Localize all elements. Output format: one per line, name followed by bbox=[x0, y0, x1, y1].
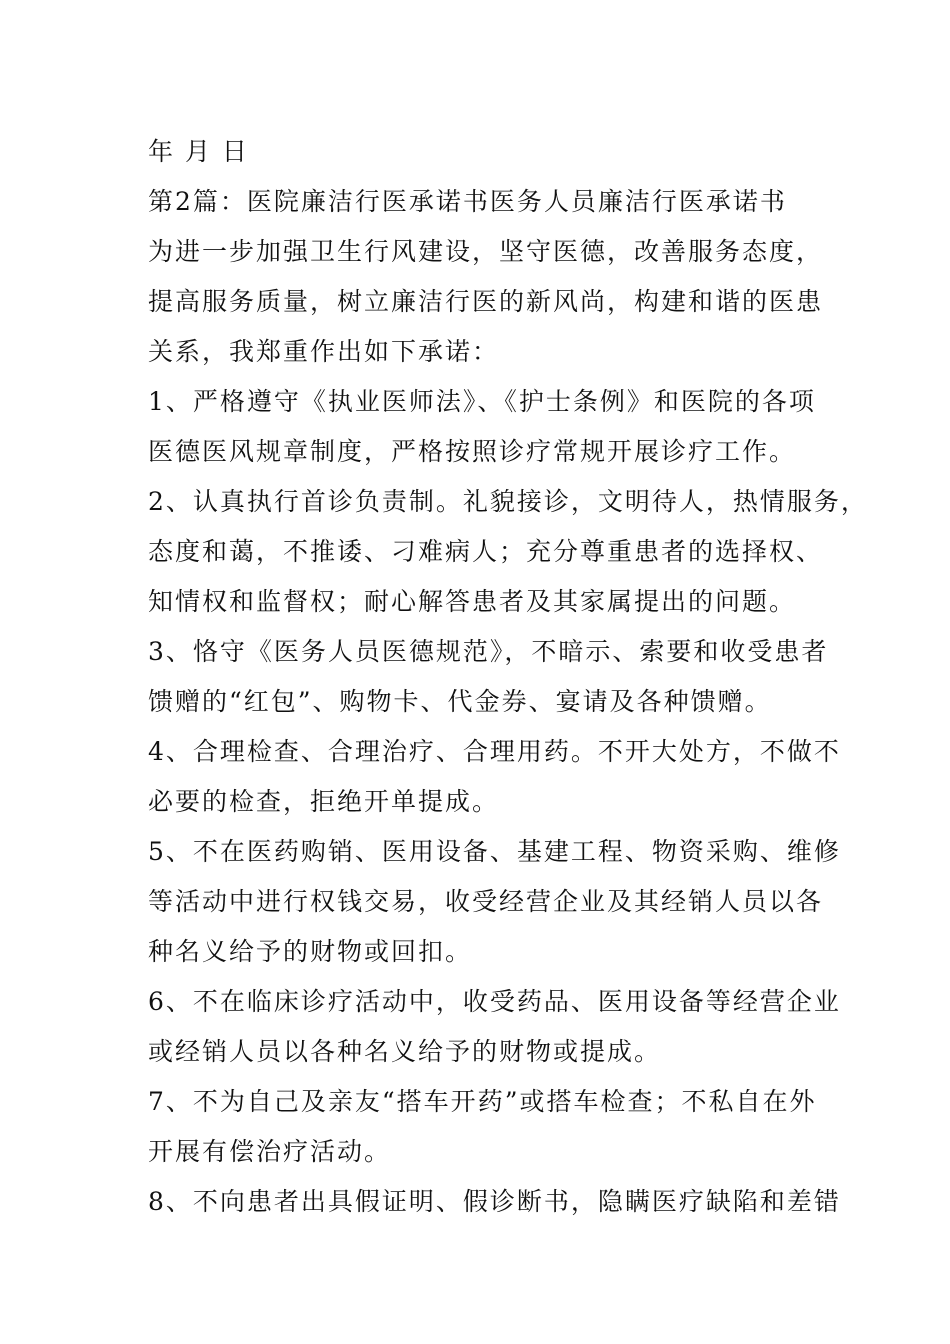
text-line: 态度和蔼，不推诿、刁难病人；充分尊重患者的选择权、 bbox=[148, 537, 824, 566]
text-line: 必要的检查，拒绝开单提成。 bbox=[148, 787, 500, 816]
text-line: 4、合理检查、合理治疗、合理用药。不开大处方，不做不 bbox=[148, 737, 841, 766]
section-title: 第2篇：医院廉洁行医承诺书医务人员廉洁行医承诺书 bbox=[148, 187, 787, 216]
text-line: 3、恪守《医务人员医德规范》，不暗示、索要和收受患者 bbox=[148, 637, 829, 666]
text-line: 医德医风规章制度，严格按照诊疗常规开展诊疗工作。 bbox=[148, 437, 797, 466]
date-line: 年 月 日 bbox=[148, 137, 249, 166]
text-line: 2、认真执行首诊负责制。礼貌接诊，文明待人，热情服务， bbox=[148, 487, 868, 516]
text-line: 开展有偿治疗活动。 bbox=[148, 1137, 392, 1166]
text-line: 种名义给予的财物或回扣。 bbox=[148, 937, 473, 966]
text-line: 5、不在医药购销、医用设备、基建工程、物资采购、维修 bbox=[148, 837, 841, 866]
text-line: 知情权和监督权；耐心解答患者及其家属提出的问题。 bbox=[148, 587, 797, 616]
text-line: 8、不向患者出具假证明、假诊断书，隐瞒医疗缺陷和差错 bbox=[148, 1187, 841, 1216]
text-line: 等活动中进行权钱交易，收受经营企业及其经销人员以各 bbox=[148, 887, 824, 916]
text-line: 或经销人员以各种名义给予的财物或提成。 bbox=[148, 1037, 662, 1066]
text-line: 1、严格遵守《执业医师法》、《护士条例》和医院的各项 bbox=[148, 387, 816, 416]
text-line: 关系，我郑重作出如下承诺： bbox=[148, 337, 500, 366]
text-line: 为进一步加强卫生行风建设，坚守医德，改善服务态度， bbox=[148, 237, 824, 266]
text-line: 馈赠的“红包”、购物卡、代金券、宴请及各种馈赠。 bbox=[148, 687, 772, 716]
text-line: 提高服务质量，树立廉洁行医的新风尚，构建和谐的医患 bbox=[148, 287, 824, 316]
text-line: 6、不在临床诊疗活动中，收受药品、医用设备等经营企业 bbox=[148, 987, 841, 1016]
text-line: 7、不为自己及亲友“搭车开药”或搭车检查；不私自在外 bbox=[148, 1087, 817, 1116]
